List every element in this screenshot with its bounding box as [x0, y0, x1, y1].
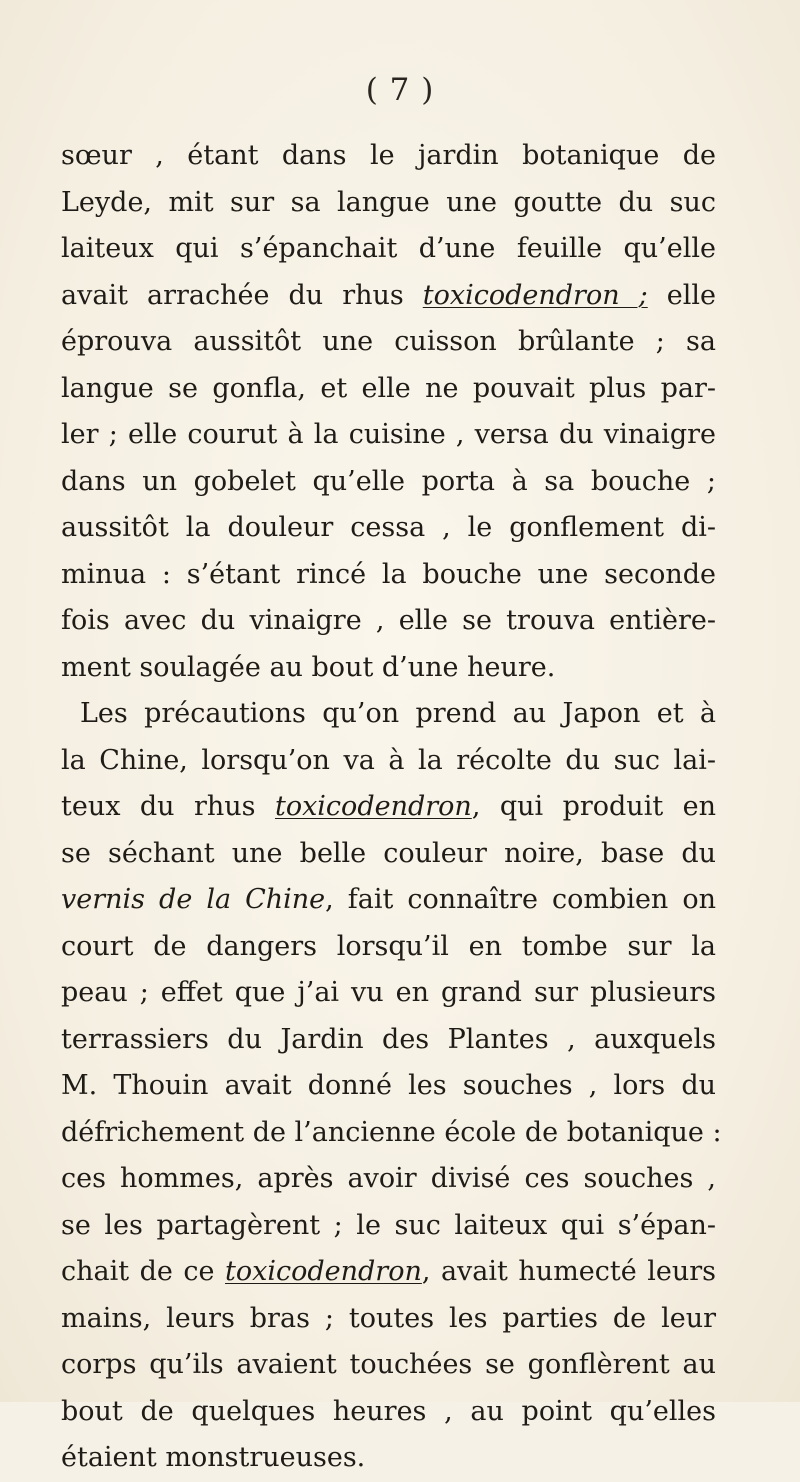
text-line: [61, 1435, 716, 1482]
text-line: [61, 1156, 716, 1203]
text-line: [61, 412, 716, 459]
text-line: [61, 784, 716, 831]
text-line: [61, 273, 716, 320]
text-segment: ces hommes, après avoir divisé ces souches ,: [61, 1163, 716, 1194]
text-segment: laiteux qui s’épanchait d’une feuille qu’elle: [61, 233, 716, 264]
text-line: [61, 1249, 716, 1296]
text-segment: minua : s’étant rincé la bouche une seconde: [61, 558, 716, 590]
text-segment: bout de quelques heures , au point qu’elles: [61, 1395, 716, 1427]
italic-term: vernis de la Chine: [61, 884, 326, 915]
text-line: [61, 366, 716, 413]
text-line: [61, 552, 716, 599]
text-segment: langue se gonfla, et elle ne pouvait plus par-: [61, 372, 716, 404]
text-segment: se séchant une belle couleur noire, base du: [61, 837, 716, 869]
text-line: [61, 319, 716, 366]
text-segment: fois avec du vinaigre , elle se trouva entière-: [61, 605, 716, 636]
text-line: [61, 970, 716, 1017]
text-line: [61, 1342, 716, 1389]
text-line: [61, 1063, 716, 1110]
text-segment: chait de ce: [61, 1256, 226, 1287]
text-line: [61, 1110, 722, 1157]
text-segment: aussitôt la douleur cessa , le gonflement di-: [61, 512, 716, 543]
text-line: [61, 505, 716, 552]
text-line: [61, 645, 716, 692]
text-segment: dans un gobelet qu’elle porta à sa bouche ;: [61, 465, 716, 497]
text-line: [61, 877, 716, 924]
text-segment: éprouva aussitôt une cuisson brûlante ; sa: [61, 326, 716, 357]
text-segment: peau ; effet que j’ai vu en grand sur plusieurs: [61, 977, 716, 1008]
italic-term: toxicodendron ;: [422, 279, 648, 311]
text-line: [61, 1017, 716, 1064]
text-segment: , avait humecté leurs: [421, 1256, 717, 1287]
text-segment: se les partagèrent ; le suc laiteux qui s’épan-: [61, 1209, 716, 1241]
text-segment: Les précautions qu’on prend au Japon et à: [80, 698, 716, 729]
text-segment: corps qu’ils avaient touchées se gonflèrent au: [61, 1349, 716, 1380]
text-segment: étaient monstrueuses.: [61, 1442, 366, 1473]
text-segment: sœur , étant dans le jardin botanique de: [61, 140, 716, 171]
text-line: [61, 1203, 716, 1250]
text-segment: défrichement de l’ancienne école de botanique :: [61, 1116, 722, 1148]
text-segment: mains, leurs bras ; toutes les parties de leur: [61, 1302, 716, 1334]
text-segment: terrassiers du Jardin des Plantes , auxquels: [61, 1023, 716, 1055]
text-line: [61, 226, 716, 273]
text-segment: ment soulagée au bout d’une heure.: [61, 651, 556, 683]
page-number: ( 7 ): [365, 72, 435, 108]
text-segment: Leyde, mit sur sa langue une goutte du suc: [61, 186, 716, 218]
text-line: [61, 831, 716, 878]
text-line: [61, 133, 716, 180]
text-segment: elle: [647, 279, 716, 311]
text-line: [61, 1389, 716, 1436]
text-line: [61, 598, 716, 645]
text-segment: court de dangers lorsqu’il en tombe sur la: [61, 930, 716, 962]
text-line: [61, 738, 716, 785]
text-line: [61, 459, 716, 506]
body-text: [61, 133, 722, 1482]
text-segment: M. Thouin avait donné les souches , lors du: [61, 1070, 716, 1101]
text-line: [61, 691, 716, 738]
text-line: [61, 1296, 716, 1343]
text-segment: avait arrachée du rhus: [61, 279, 423, 311]
text-segment: , fait connaître combien on: [325, 884, 716, 915]
italic-term: toxicodendron: [225, 1256, 422, 1287]
text-line: [61, 180, 716, 227]
text-segment: , qui produit en: [471, 791, 716, 822]
text-segment: la Chine, lorsqu’on va à la récolte du suc lai-: [61, 744, 716, 776]
italic-term: toxicodendron: [274, 791, 472, 822]
text-line: [61, 924, 716, 971]
text-segment: ler ; elle courut à la cuisine , versa du vinaigre: [61, 419, 716, 450]
text-segment: teux du rhus: [61, 791, 275, 822]
